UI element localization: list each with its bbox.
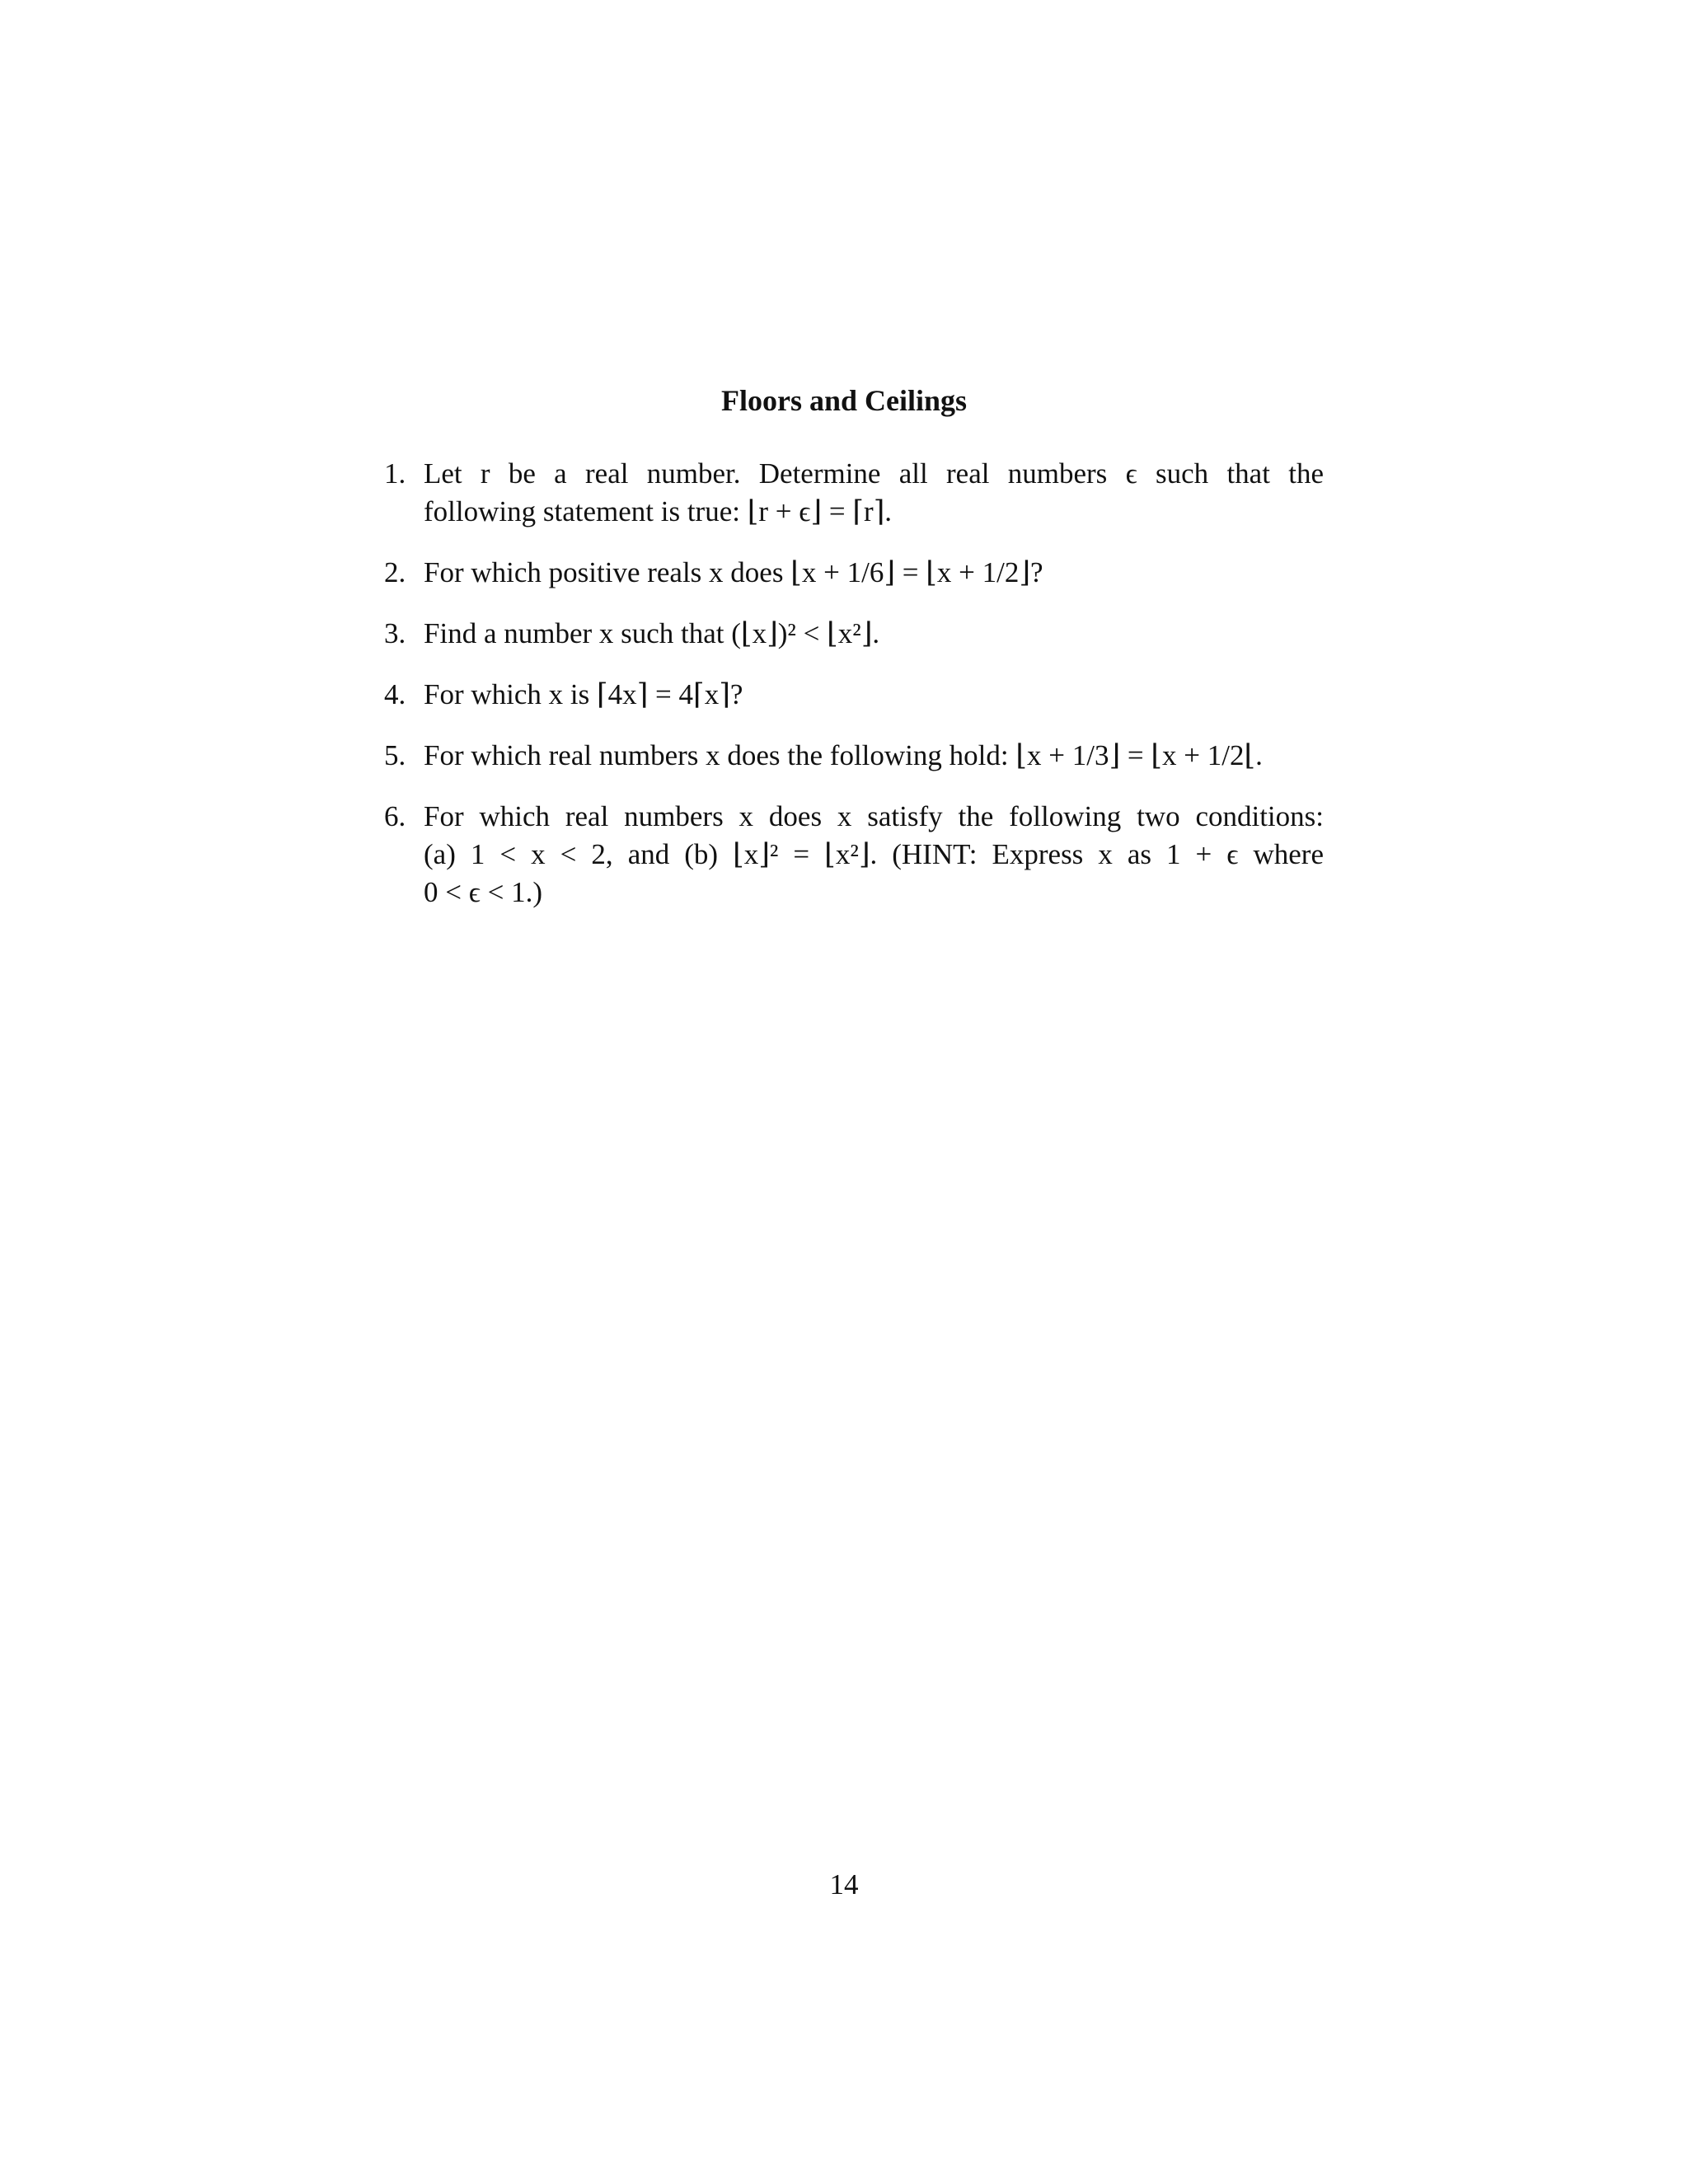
problem-number: 3. xyxy=(384,617,406,649)
problem-text-line: For which positive reals x does ⌊x + 1/6⌋ = ⌊x + 1/2⌋? xyxy=(424,556,1043,588)
problem-text-line: For which real numbers x does the following hold: ⌊x + 1/3⌋ = ⌊x + 1/2⌊. xyxy=(424,739,1263,771)
problem-text-line: Find a number x such that (⌊x⌋)² < ⌊x²⌋. xyxy=(424,617,880,649)
problem-item xyxy=(384,615,1324,653)
page-title: Floors and Ceilings xyxy=(720,384,968,417)
problem-number: 5. xyxy=(384,739,406,771)
problem-item xyxy=(384,676,1324,714)
problem-item xyxy=(384,737,1324,775)
problem-text-line: following statement is true: ⌊r + ϵ⌋ = ⌈r⌉. xyxy=(424,495,893,527)
problem-text-line: 0 < ϵ < 1.) xyxy=(424,876,543,908)
problem-text-line: Let r be a real number. Determine all real numbers ϵ such that the xyxy=(424,457,1324,490)
problem-text-line: For which real numbers x does x satisfy the following two conditions: xyxy=(424,800,1324,832)
problem-number: 2. xyxy=(384,556,406,588)
problem-list xyxy=(384,455,1324,935)
problem-item xyxy=(384,455,1324,531)
problem-item xyxy=(384,798,1324,912)
problem-number: 4. xyxy=(384,678,406,710)
problem-text-line: (a) 1 < x < 2, and (b) ⌊x⌋² = ⌊x²⌋. (HINT: Express x as 1 + ϵ where xyxy=(424,838,1324,870)
page-number: 14 xyxy=(829,1868,859,1900)
problem-number: 1. xyxy=(384,457,406,490)
problem-text-line: For which x is ⌈4x⌉ = 4⌈x⌉? xyxy=(424,678,743,710)
problem-item xyxy=(384,554,1324,592)
problem-number: 6. xyxy=(384,800,406,832)
